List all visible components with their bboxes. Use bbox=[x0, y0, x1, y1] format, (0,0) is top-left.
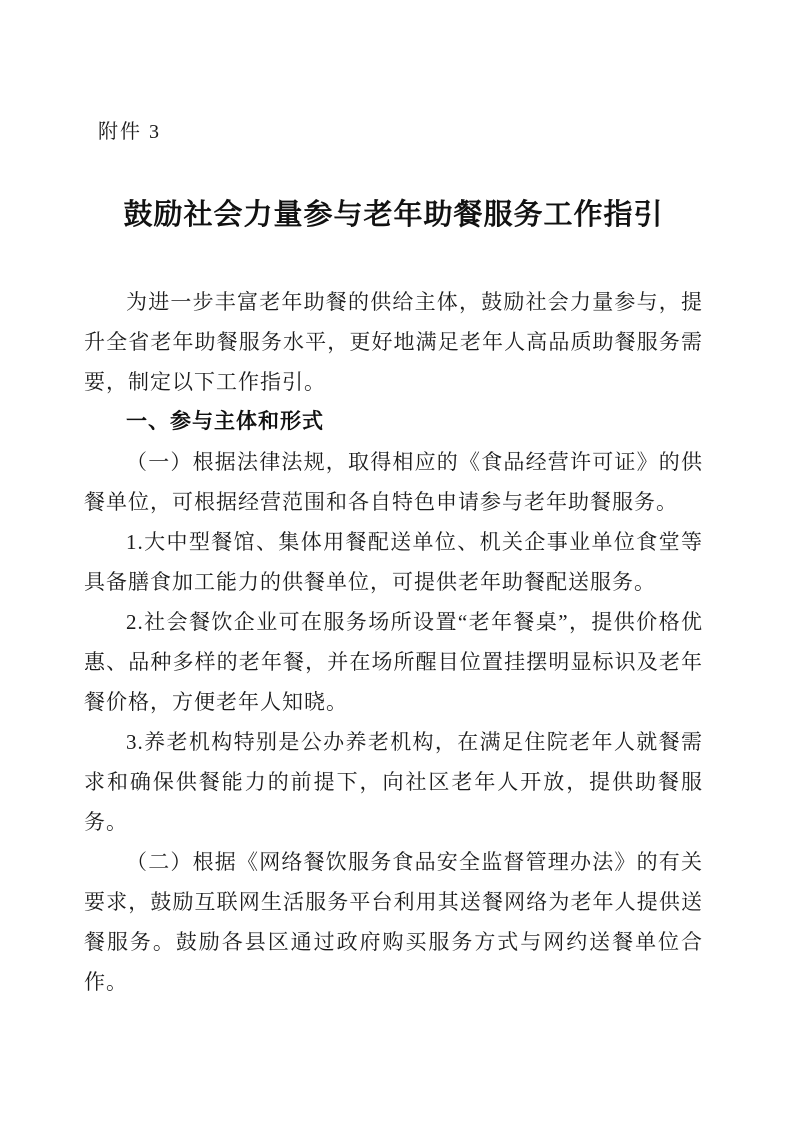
paragraph-1-1-item1: 1.大中型餐馆、集体用餐配送单位、机关企事业单位食堂等具备膳食加工能力的供餐单位，可提供老年助餐配送服务。 bbox=[84, 530, 703, 594]
paragraph-1-1-item2: 2.社会餐饮企业可在服务场所设置“老年餐桌”，提供价格优惠、品种多样的老年餐，并在场所醒目位置挂摆明显标识及老年餐价格，方便老年人知晓。 bbox=[84, 610, 703, 714]
document-content bbox=[84, 118, 703, 1002]
document-title: 鼓励社会力量参与老年助餐服务工作指引 bbox=[123, 199, 664, 231]
paragraph-1-2: （二）根据《网络餐饮服务食品安全监督管理办法》的有关要求，鼓励互联网生活服务平台利用其送餐网络为老年人提供送餐服务。鼓励各县区通过政府购买服务方式与网约送餐单位合作。 bbox=[84, 850, 703, 994]
paragraph-1-1-item3: 3.养老机构特别是公办养老机构，在满足住院老年人就餐需求和确保供餐能力的前提下，向社区老年人开放，提供助餐服务。 bbox=[84, 730, 703, 834]
intro-paragraph: 为进一步丰富老年助餐的供给主体，鼓励社会力量参与，提升全省老年助餐服务水平，更好地满足老年人高品质助餐服务需要，制定以下工作指引。 bbox=[84, 290, 703, 394]
document-body bbox=[84, 282, 703, 1002]
paragraph-1-1: （一）根据法律法规，取得相应的《食品经营许可证》的供餐单位，可根据经营范围和各自特色申请参与老年助餐服务。 bbox=[84, 450, 703, 514]
section-heading-1: 一、参与主体和形式 bbox=[126, 410, 324, 433]
attachment-label: 附件 3 bbox=[98, 121, 161, 143]
